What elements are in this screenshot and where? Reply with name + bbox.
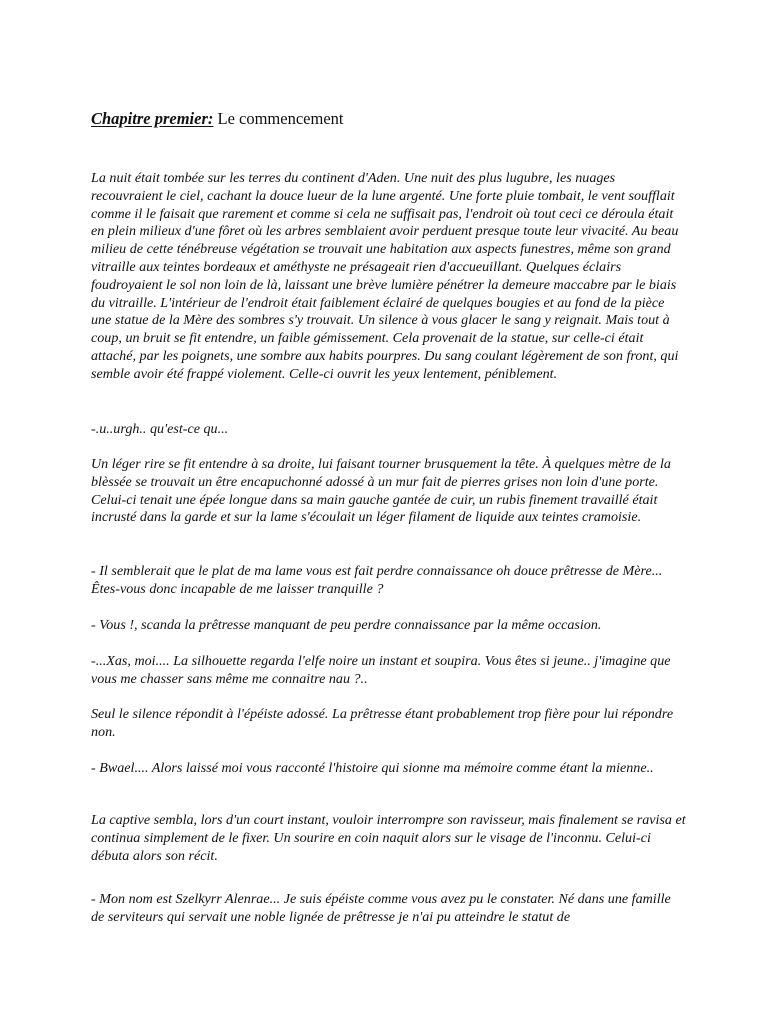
paragraph: - Bwael.... Alors laissé moi vous racconté l'histoire qui sionne ma mémoire comme étant la mienne..	[91, 760, 654, 776]
paragraph: La captive sembla, lors d'un court instant, vouloir interrompre son ravisseur, mais finalement se ravisa et continua simplement de le fixer. Un sourire en coin naquit alors sur le visage de l'inconnu. Celui-ci débuta alors son récit.	[91, 812, 686, 864]
chapter-title: Le commencement	[217, 109, 344, 128]
paragraph: Un léger rire se fit entendre à sa droite, lui faisant tourner brusquement la tête. À quelques mètre de la blèssée se trouvait un être encapuchonné adossé à un mur fait de pierres grises non loin d'une porte. Celui-ci tenait une épée longue dans sa main gauche gantée de cuir, un rubis finement travaillé était incrusté dans la garde et sur la lame s'écoulait un léger filament de liquide aux teintes cramoisie.	[91, 456, 671, 526]
paragraph: Seul le silence répondit à l'épéiste adossé. La prêtresse étant probablement trop fière pour lui répondre non.	[91, 706, 674, 740]
paragraph: - Il semblerait que le plat de ma lame vous est fait perdre connaissance oh douce prêtresse de Mère... Êtes-vous donc incapable de me laisser tranquille ?	[91, 563, 663, 597]
paragraph: -.u..urgh.. qu'est-ce qu...	[91, 421, 229, 437]
chapter-heading	[91, 107, 343, 131]
paragraph: - Mon nom est Szelkyrr Alenrae... Je suis épéiste comme vous avez pu le constater. Né dans une famille de serviteurs qui servait une noble lignée de prêtresse je n'ai pu atteindre le statut de	[91, 891, 671, 925]
paragraph: - Vous !, scanda la prêtresse manquant de peu perdre connaissance par la même occasion.	[91, 617, 602, 633]
paragraph: -...Xas, moi.... La silhouette regarda l'elfe noire un instant et soupira. Vous êtes si jeune.. j'imagine que vous me chasser sans même me connaitre nau ?..	[91, 653, 671, 687]
paragraph: La nuit était tombée sur les terres du continent d'Aden. Une nuit des plus lugubre, les nuages recouvraient le ciel, cachant la douce lueur de la lune argenté. Une forte pluie tombait, le vent soufflait comme il le faisait que rarement et comme si cela ne suffisait pas, l'endroit où tout ceci ce déroula était en plein milieux d'une fôret où les arbres semblaient avoir perduent presque toute leur vivacité. Au beau milieu de cette ténébreuse végétation se trouvait une habitation aux aspects funestres, même son grand vitraille aux teintes bordeaux et améthyste ne présageait rien d'accueuillant. Quelques éclairs foudroyaient le sol non loin de là, laissant une brève lumière pénétrer la demeure maccabre par le biais du vitraille. L'intérieur de l'endroit était faiblement éclairé de quelques bougies et au fond de la pièce une statue de la Mère des sombres s'y trouvait. Un silence à vous glacer le sang y reignait. Mais tout à coup, un bruit se fit entendre, un faible gémissement. Cela provenait de la statue, sur celle-ci était attaché, par les poignets, une sombre aux habits pourpres. Du sang coulant légèrement de son front, qui semble avoir été frappé violement. Celle-ci ouvrit les yeux lentement, péniblement.	[91, 170, 679, 382]
chapter-label: Chapitre premier:	[91, 109, 214, 128]
